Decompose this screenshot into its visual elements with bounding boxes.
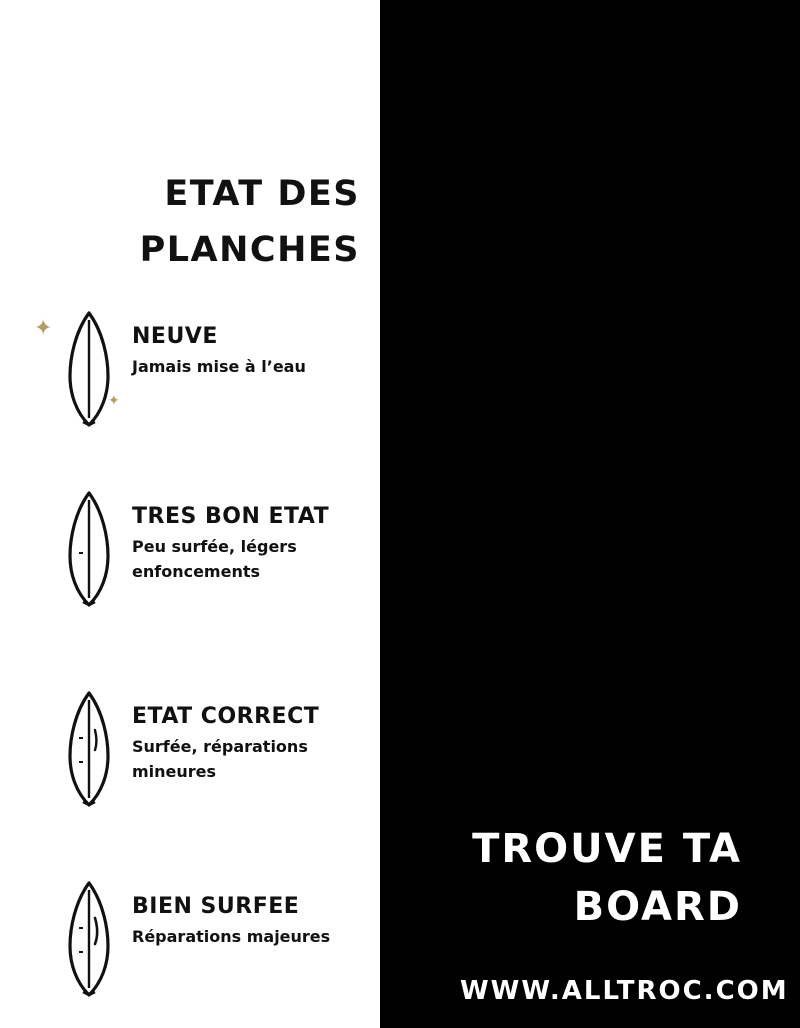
surfboard-icon (61, 490, 117, 608)
sparkle-icon: ✦ (108, 393, 120, 409)
condition-text (132, 690, 347, 785)
sparkle-icon: ✦ (34, 316, 53, 341)
brand-title-line1: TROUVE TA (472, 826, 742, 872)
surfboard-illustration-wrap (46, 690, 132, 808)
condition-title: TRES BON ETAT (132, 504, 330, 529)
brand-panel-content (380, 820, 800, 1006)
surfboard-icon (61, 690, 117, 808)
surfboard-icon (61, 310, 117, 428)
condition-title: NEUVE (132, 324, 218, 349)
surfboard-icon (61, 880, 117, 998)
page-title (0, 166, 360, 278)
surfboard-illustration-wrap (46, 880, 132, 998)
brand-website-url: WWW.ALLTROC.COM (460, 976, 789, 1006)
brand-panel (380, 0, 800, 1028)
condition-title: ETAT CORRECT (132, 704, 320, 729)
condition-item (46, 490, 386, 608)
condition-text (132, 310, 306, 380)
condition-item (34, 310, 386, 428)
condition-description: Jamais mise à l’eau (132, 357, 306, 376)
brand-title-line2: BOARD (573, 884, 742, 930)
condition-description: Réparations majeures (132, 927, 331, 946)
brand-title (460, 820, 742, 936)
conditions-panel (0, 0, 380, 1028)
condition-title: BIEN SURFEE (132, 894, 300, 919)
surfboard-illustration-wrap (46, 490, 132, 608)
condition-item (46, 690, 386, 808)
condition-description: Surfée, réparations mineures (132, 737, 308, 781)
page-title-line2: PLANCHES (139, 230, 360, 270)
condition-text (132, 880, 330, 950)
condition-item (46, 880, 386, 998)
surfboard-illustration-wrap (34, 310, 132, 428)
condition-description: Peu surfée, légers enfoncements (132, 537, 297, 581)
condition-text (132, 490, 347, 585)
page-title-line1: ETAT DES (164, 174, 360, 214)
